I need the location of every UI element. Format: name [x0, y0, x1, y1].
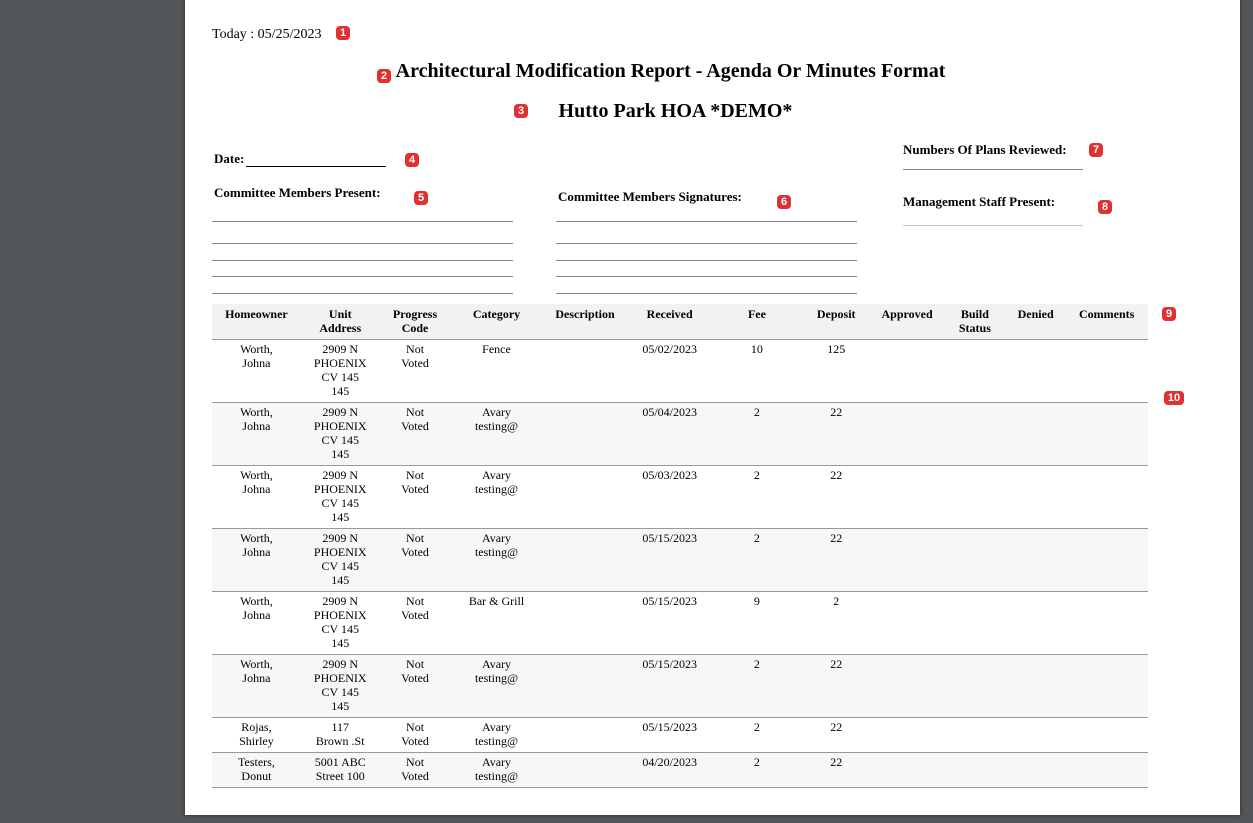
cell-line: CV 145 [321, 433, 359, 447]
cell-homeowner [212, 655, 301, 718]
cell-denied [1006, 403, 1065, 466]
cell-line: Worth, [240, 342, 273, 356]
cell-line: Johna [242, 356, 271, 370]
cell-line: Bar & Grill [468, 594, 525, 608]
cell-approved [870, 655, 943, 718]
cell-line: 145 [331, 699, 350, 713]
column-header-denied [1006, 304, 1065, 340]
marker-2: 2 [377, 69, 391, 83]
cell-line: Not [406, 531, 425, 545]
cell-line: Voted [401, 419, 429, 433]
cell-fee: 10 [712, 340, 802, 403]
column-header-text: Approved [881, 307, 933, 321]
cell-line: Worth, [240, 405, 273, 419]
cell-denied [1006, 718, 1065, 753]
cell-build [944, 592, 1006, 655]
cell-line: Voted [401, 734, 429, 748]
date-label: Date: [214, 151, 245, 166]
cell-line: Not [406, 405, 425, 419]
column-header-unit [301, 304, 380, 340]
cell-line: Shirley [239, 734, 274, 748]
cell-line: Avary [481, 755, 512, 769]
cell-line: Voted [401, 608, 429, 622]
cell-category [450, 655, 542, 718]
cell-line: Not [406, 468, 425, 482]
report-page [185, 0, 1240, 815]
cell-received: 05/03/2023 [627, 466, 711, 529]
cell-fee: 2 [712, 655, 802, 718]
column-header-text: Description [555, 307, 615, 321]
cell-build [944, 466, 1006, 529]
cell-line: Not [406, 720, 425, 734]
marker-5: 5 [414, 191, 428, 205]
cell-approved [870, 340, 943, 403]
date-signature-line [246, 166, 386, 167]
cell-line: Brown .St [315, 734, 365, 748]
cell-fee: 2 [712, 403, 802, 466]
cell-homeowner [212, 340, 301, 403]
cell-line: CV 145 [321, 559, 359, 573]
cell-line: Worth, [240, 531, 273, 545]
cell-build [944, 753, 1006, 788]
column-header-homeowner [212, 304, 301, 340]
cell-line: Testers, [238, 755, 275, 769]
cell-line: Johna [242, 419, 271, 433]
cell-line: testing@ [474, 671, 519, 685]
cell-category [450, 592, 542, 655]
marker-8: 8 [1098, 200, 1112, 214]
cell-deposit: 22 [802, 403, 870, 466]
cell-denied [1006, 753, 1065, 788]
cell-category [450, 403, 542, 466]
cell-received: 05/04/2023 [627, 403, 711, 466]
cell-line: 117 [331, 720, 350, 734]
marker-6: 6 [777, 195, 791, 209]
cell-unit [301, 718, 380, 753]
column-header-text: Homeowner [225, 307, 288, 321]
cell-line: Avary [481, 531, 512, 545]
cell-comments [1065, 529, 1148, 592]
table-row [212, 403, 1148, 466]
cell-fee: 9 [712, 592, 802, 655]
cell-line: 2909 N [322, 468, 359, 482]
cell-received: 05/15/2023 [627, 592, 711, 655]
cell-line: Not [406, 342, 425, 356]
cell-unit [301, 592, 380, 655]
cell-line: CV 145 [321, 370, 359, 384]
cell-description [543, 340, 628, 403]
cell-line: Voted [401, 769, 429, 783]
cell-line: 2909 N [322, 594, 359, 608]
cell-denied [1006, 529, 1065, 592]
column-header-received [627, 304, 711, 340]
cell-line: 145 [331, 573, 350, 587]
cell-description [543, 655, 628, 718]
column-header-text: Address [319, 321, 362, 335]
cell-approved [870, 529, 943, 592]
management-staff-label: Management Staff Present: [903, 194, 1056, 209]
cell-line: PHOENIX [313, 545, 367, 559]
column-header-progress [380, 304, 451, 340]
cell-denied [1006, 655, 1065, 718]
cell-line: Worth, [240, 468, 273, 482]
cell-deposit: 22 [802, 529, 870, 592]
cell-progress [380, 592, 451, 655]
cell-line: Street 100 [315, 769, 365, 783]
report-title: Architectural Modification Report - Agenda Or Minutes Format [395, 60, 946, 82]
cell-deposit: 125 [802, 340, 870, 403]
cell-line: CV 145 [321, 685, 359, 699]
cell-line: PHOENIX [313, 671, 367, 685]
cell-fee: 2 [712, 529, 802, 592]
column-header-text: Comments [1078, 307, 1135, 321]
cell-line: 5001 ABC [314, 755, 366, 769]
cell-line: Avary [481, 405, 512, 419]
cell-description [543, 592, 628, 655]
table-row [212, 655, 1148, 718]
cell-category [450, 466, 542, 529]
cell-line: Voted [401, 671, 429, 685]
column-header-description [543, 304, 628, 340]
cell-comments [1065, 466, 1148, 529]
committee-present-line [212, 221, 513, 222]
cell-progress [380, 340, 451, 403]
cell-homeowner [212, 592, 301, 655]
column-header-text: Deposit [816, 307, 856, 321]
table-row [212, 529, 1148, 592]
table-row [212, 466, 1148, 529]
modification-table [212, 304, 1148, 788]
cell-approved [870, 718, 943, 753]
column-header-comments [1065, 304, 1148, 340]
cell-approved [870, 592, 943, 655]
cell-line: 145 [331, 510, 350, 524]
cell-approved [870, 753, 943, 788]
column-header-fee [712, 304, 802, 340]
committee-signature-line [556, 243, 857, 244]
cell-received: 05/15/2023 [627, 529, 711, 592]
column-header-text: Build [960, 307, 989, 321]
cell-description [543, 753, 628, 788]
cell-progress [380, 718, 451, 753]
marker-7: 7 [1089, 143, 1103, 157]
today-date: Today : 05/25/2023 [212, 27, 322, 42]
marker-10: 10 [1164, 391, 1184, 405]
plans-reviewed-line [903, 169, 1083, 170]
cell-deposit: 2 [802, 592, 870, 655]
cell-fee: 2 [712, 718, 802, 753]
cell-category [450, 753, 542, 788]
committee-signature-line [556, 293, 857, 294]
cell-line: PHOENIX [313, 419, 367, 433]
cell-category [450, 529, 542, 592]
cell-line: Avary [481, 468, 512, 482]
cell-line: Johna [242, 545, 271, 559]
table-row [212, 592, 1148, 655]
cell-line: Fence [482, 342, 511, 356]
cell-unit [301, 403, 380, 466]
cell-deposit: 22 [802, 718, 870, 753]
column-header-text: Fee [747, 307, 766, 321]
cell-line: Not [406, 755, 425, 769]
cell-line: 145 [331, 447, 350, 461]
cell-build [944, 529, 1006, 592]
marker-1: 1 [336, 26, 350, 40]
cell-line: Johna [242, 482, 271, 496]
committee-present-line [212, 293, 513, 294]
cell-denied [1006, 592, 1065, 655]
column-header-approved [870, 304, 943, 340]
cell-line: 2909 N [322, 342, 359, 356]
cell-homeowner [212, 753, 301, 788]
cell-comments [1065, 340, 1148, 403]
cell-progress [380, 655, 451, 718]
cell-line: Not [406, 657, 425, 671]
cell-progress [380, 753, 451, 788]
column-header-build [944, 304, 1006, 340]
column-header-deposit [802, 304, 870, 340]
cell-line: testing@ [474, 734, 519, 748]
table-body [212, 340, 1148, 788]
cell-unit [301, 655, 380, 718]
cell-denied [1006, 340, 1065, 403]
cell-line: testing@ [474, 545, 519, 559]
cell-line: Johna [242, 608, 271, 622]
column-header-text: Category [472, 307, 521, 321]
column-header-category [450, 304, 542, 340]
cell-progress [380, 529, 451, 592]
cell-description [543, 403, 628, 466]
cell-description [543, 529, 628, 592]
cell-fee: 2 [712, 466, 802, 529]
cell-fee: 2 [712, 753, 802, 788]
cell-received: 05/15/2023 [627, 718, 711, 753]
column-header-text: Received [646, 307, 693, 321]
cell-line: 145 [331, 384, 350, 398]
marker-9: 9 [1162, 307, 1176, 321]
cell-line: Worth, [240, 657, 273, 671]
column-header-text: Code [401, 321, 429, 335]
cell-line: PHOENIX [313, 356, 367, 370]
cell-received: 05/02/2023 [627, 340, 711, 403]
column-header-text: Status [958, 321, 991, 335]
cell-line: Johna [242, 671, 271, 685]
cell-line: testing@ [474, 419, 519, 433]
cell-line: Avary [481, 657, 512, 671]
cell-denied [1006, 466, 1065, 529]
cell-line: Rojas, [241, 720, 272, 734]
cell-approved [870, 403, 943, 466]
table-header-row [212, 304, 1148, 340]
committee-present-line [212, 276, 513, 277]
cell-unit [301, 466, 380, 529]
cell-line: CV 145 [321, 496, 359, 510]
column-header-text: Unit [328, 307, 352, 321]
cell-line: Avary [481, 720, 512, 734]
cell-homeowner [212, 403, 301, 466]
committee-signature-line [556, 276, 857, 277]
committee-signature-line [556, 221, 857, 222]
cell-deposit: 22 [802, 466, 870, 529]
table-row [212, 753, 1148, 788]
committee-present-label: Committee Members Present: [214, 185, 381, 200]
cell-comments [1065, 592, 1148, 655]
cell-homeowner [212, 466, 301, 529]
cell-comments [1065, 753, 1148, 788]
cell-category [450, 718, 542, 753]
cell-line: testing@ [474, 482, 519, 496]
committee-present-line [212, 243, 513, 244]
plans-reviewed-label: Numbers Of Plans Reviewed: [903, 142, 1067, 157]
management-staff-line [903, 225, 1083, 226]
table-row [212, 718, 1148, 753]
cell-build [944, 718, 1006, 753]
cell-line: 2909 N [322, 405, 359, 419]
cell-comments [1065, 655, 1148, 718]
cell-description [543, 718, 628, 753]
cell-category [450, 340, 542, 403]
cell-deposit: 22 [802, 655, 870, 718]
column-header-text: Progress [392, 307, 438, 321]
table-row [212, 340, 1148, 403]
cell-line: CV 145 [321, 622, 359, 636]
cell-line: Voted [401, 356, 429, 370]
cell-line: Voted [401, 482, 429, 496]
cell-homeowner [212, 718, 301, 753]
cell-line: Voted [401, 545, 429, 559]
cell-line: Worth, [240, 594, 273, 608]
cell-progress [380, 403, 451, 466]
cell-unit [301, 340, 380, 403]
cell-received: 05/15/2023 [627, 655, 711, 718]
cell-line: 145 [331, 636, 350, 650]
cell-progress [380, 466, 451, 529]
cell-build [944, 403, 1006, 466]
cell-line: testing@ [474, 769, 519, 783]
committee-signatures-label: Committee Members Signatures: [558, 189, 742, 204]
cell-comments [1065, 403, 1148, 466]
cell-unit [301, 529, 380, 592]
cell-line: PHOENIX [313, 482, 367, 496]
committee-present-line [212, 260, 513, 261]
cell-deposit: 22 [802, 753, 870, 788]
cell-description [543, 466, 628, 529]
hoa-name: Hutto Park HOA *DEMO* [558, 100, 793, 122]
marker-4: 4 [405, 153, 419, 167]
cell-build [944, 340, 1006, 403]
cell-approved [870, 466, 943, 529]
cell-unit [301, 753, 380, 788]
cell-line: 2909 N [322, 657, 359, 671]
committee-signature-line [556, 260, 857, 261]
cell-comments [1065, 718, 1148, 753]
cell-build [944, 655, 1006, 718]
cell-received: 04/20/2023 [627, 753, 711, 788]
column-header-text: Denied [1017, 307, 1054, 321]
cell-line: Donut [241, 769, 272, 783]
marker-3: 3 [514, 104, 528, 118]
cell-line: Not [406, 594, 425, 608]
cell-line: 2909 N [322, 531, 359, 545]
cell-line: PHOENIX [313, 608, 367, 622]
cell-homeowner [212, 529, 301, 592]
